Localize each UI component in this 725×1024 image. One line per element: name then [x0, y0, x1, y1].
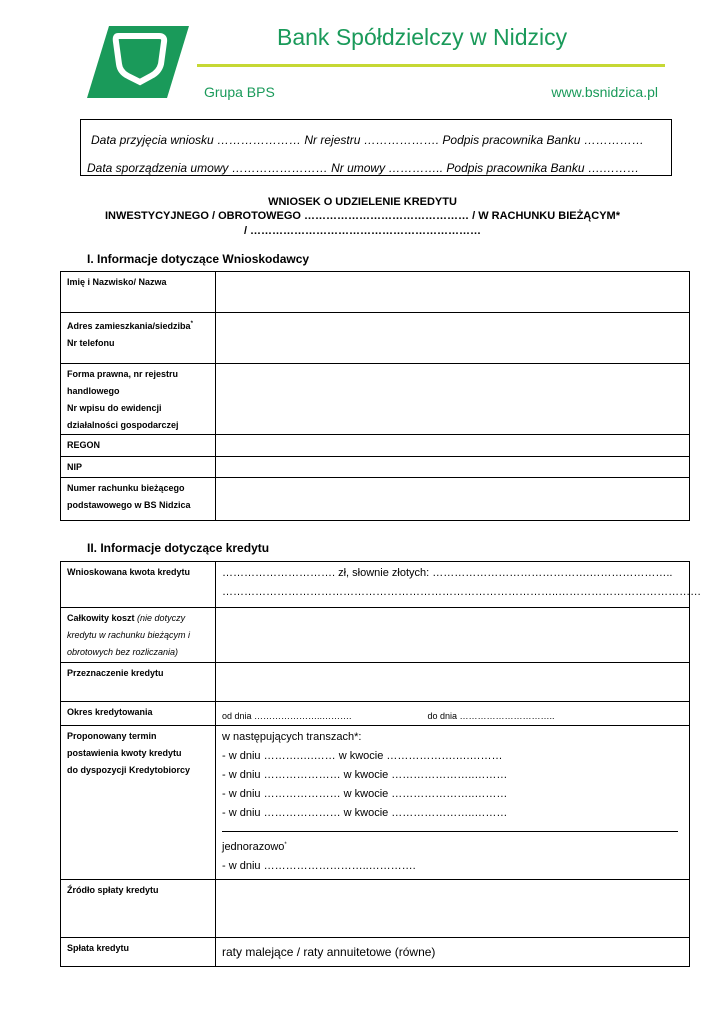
table-row [61, 663, 690, 702]
tranche-line[interactable]: - w dniu ………………… w kwocie …………………..……… [222, 788, 508, 800]
period-label: Okres kredytowania [61, 702, 216, 726]
cost-note: obrotowych bez rozliczania) [67, 647, 179, 657]
source-label: Źródło spłaty kredytu [61, 880, 216, 938]
period-from[interactable]: od dnia …………………..………. [222, 711, 352, 721]
table-row [61, 608, 690, 663]
table-row [61, 457, 690, 478]
table-row [61, 272, 690, 313]
form-title-line-3: / ……………………………………………………… [243, 225, 482, 237]
header-divider [197, 64, 665, 67]
divider-line [222, 831, 678, 832]
schedule-label-line: do dyspozycji Kredytobiorcy [67, 765, 191, 775]
table-row [61, 313, 690, 364]
section-1-title: I. Informacje dotyczące Wnioskodawcy [87, 252, 310, 266]
purpose-field[interactable] [216, 663, 690, 702]
form-title-line-1: WNIOSEK O UDZIELENIE KREDYTU [268, 196, 457, 208]
registry-box [80, 119, 672, 176]
nip-field[interactable] [216, 457, 690, 478]
tranche-line[interactable]: - w dniu ………………… w kwocie …………………..……… [222, 769, 508, 781]
cost-note: (nie dotyczy [137, 613, 186, 623]
footnote-mark: * [190, 321, 193, 327]
registry-line-2[interactable]: Data sporządzenia umowy …………………… Nr umowy ………….. Podpis pracownika Banku ….……… [87, 161, 640, 175]
website-link[interactable]: www.bsnidzica.pl [551, 84, 658, 100]
applicant-table [60, 271, 690, 521]
regon-field[interactable] [216, 435, 690, 457]
table-row [61, 702, 690, 726]
table-row [61, 726, 690, 880]
cost-label [61, 608, 216, 663]
cost-label-text: Całkowity koszt [67, 613, 135, 623]
legal-label-line: handlowego [67, 386, 120, 396]
repayment-field[interactable] [216, 938, 690, 967]
repayment-options[interactable]: raty malejące / raty annuitetowe (równe) [222, 945, 436, 959]
bank-name: Bank Spółdzielczy w Nidzicy [277, 24, 568, 50]
single-label: jednorazowo [222, 841, 285, 853]
nip-label: NIP [61, 457, 216, 478]
amount-line-2: ………………………………………………………………………………..………………………………… [222, 586, 702, 598]
amount-line-1: …………………………. zł, słownie złotych: …………………………………….………………….. [222, 567, 673, 579]
cost-note: kredytu w rachunku bieżącym i [67, 630, 191, 640]
period-to[interactable]: do dnia ………………………….. [427, 711, 555, 721]
group-name: Grupa BPS [204, 84, 275, 100]
credit-table [60, 561, 702, 967]
single-option [222, 838, 683, 857]
repayment-label: Spłata kredytu [61, 938, 216, 967]
period-field[interactable] [216, 702, 690, 726]
account-label-line: Numer rachunku bieżącego [67, 483, 185, 493]
cost-field[interactable] [216, 608, 690, 663]
table-row [61, 364, 690, 435]
phone-label: Nr telefonu [67, 338, 115, 348]
account-field[interactable] [216, 478, 690, 521]
schedule-label-line: Proponowany termin [67, 731, 157, 741]
account-label [61, 478, 216, 521]
single-date[interactable]: - w dniu ………………………..…………. [222, 860, 416, 872]
section-2-title: II. Informacje dotyczące kredytu [87, 541, 270, 555]
schedule-field[interactable] [216, 726, 690, 880]
amount-field[interactable] [216, 562, 702, 608]
table-row [61, 562, 690, 608]
address-phone-field[interactable] [216, 313, 690, 364]
name-field[interactable] [216, 272, 690, 313]
footnote-mark: * [284, 842, 287, 848]
period-values [222, 704, 683, 721]
bps-logo-icon [87, 26, 189, 98]
table-row [61, 478, 690, 521]
tranche-line[interactable]: - w dniu ……….….…… w kwocie ……………….….……… [222, 750, 503, 762]
account-label-line: podstawowego w BS Nidzica [67, 500, 191, 510]
address-label [61, 313, 216, 364]
form-title-line-2: INWESTYCYJNEGO / OBROTOWEGO ……………………………………… / W RACHUNKU BIEŻĄCYM* [105, 210, 620, 222]
schedule-label-line: postawienia kwoty kredytu [67, 748, 182, 758]
schedule-label [61, 726, 216, 880]
table-row [61, 880, 690, 938]
name-label: Imię i Nazwisko/ Nazwa [61, 272, 216, 313]
schedule-intro: w następujących transzach*: [222, 731, 362, 743]
address-label-text: Adres zamieszkania/siedziba [67, 321, 191, 331]
legal-label-line: Forma prawna, nr rejestru [67, 369, 179, 379]
regon-label: REGON [61, 435, 216, 457]
legal-form-label [61, 364, 216, 435]
amount-label: Wnioskowana kwota kredytu [61, 562, 216, 608]
legal-form-field[interactable] [216, 364, 690, 435]
table-row [61, 938, 690, 967]
table-row [61, 435, 690, 457]
legal-label-line: Nr wpisu do ewidencji [67, 403, 162, 413]
tranche-line[interactable]: - w dniu ………………… w kwocie …………………..……… [222, 807, 508, 819]
purpose-label: Przeznaczenie kredytu [61, 663, 216, 702]
legal-label-line: działalności gospodarczej [67, 420, 179, 430]
source-field[interactable] [216, 880, 690, 938]
registry-line-1[interactable]: Data przyjęcia wniosku ………………… Nr rejestru ………………. Podpis pracownika Banku …………… [91, 133, 644, 147]
